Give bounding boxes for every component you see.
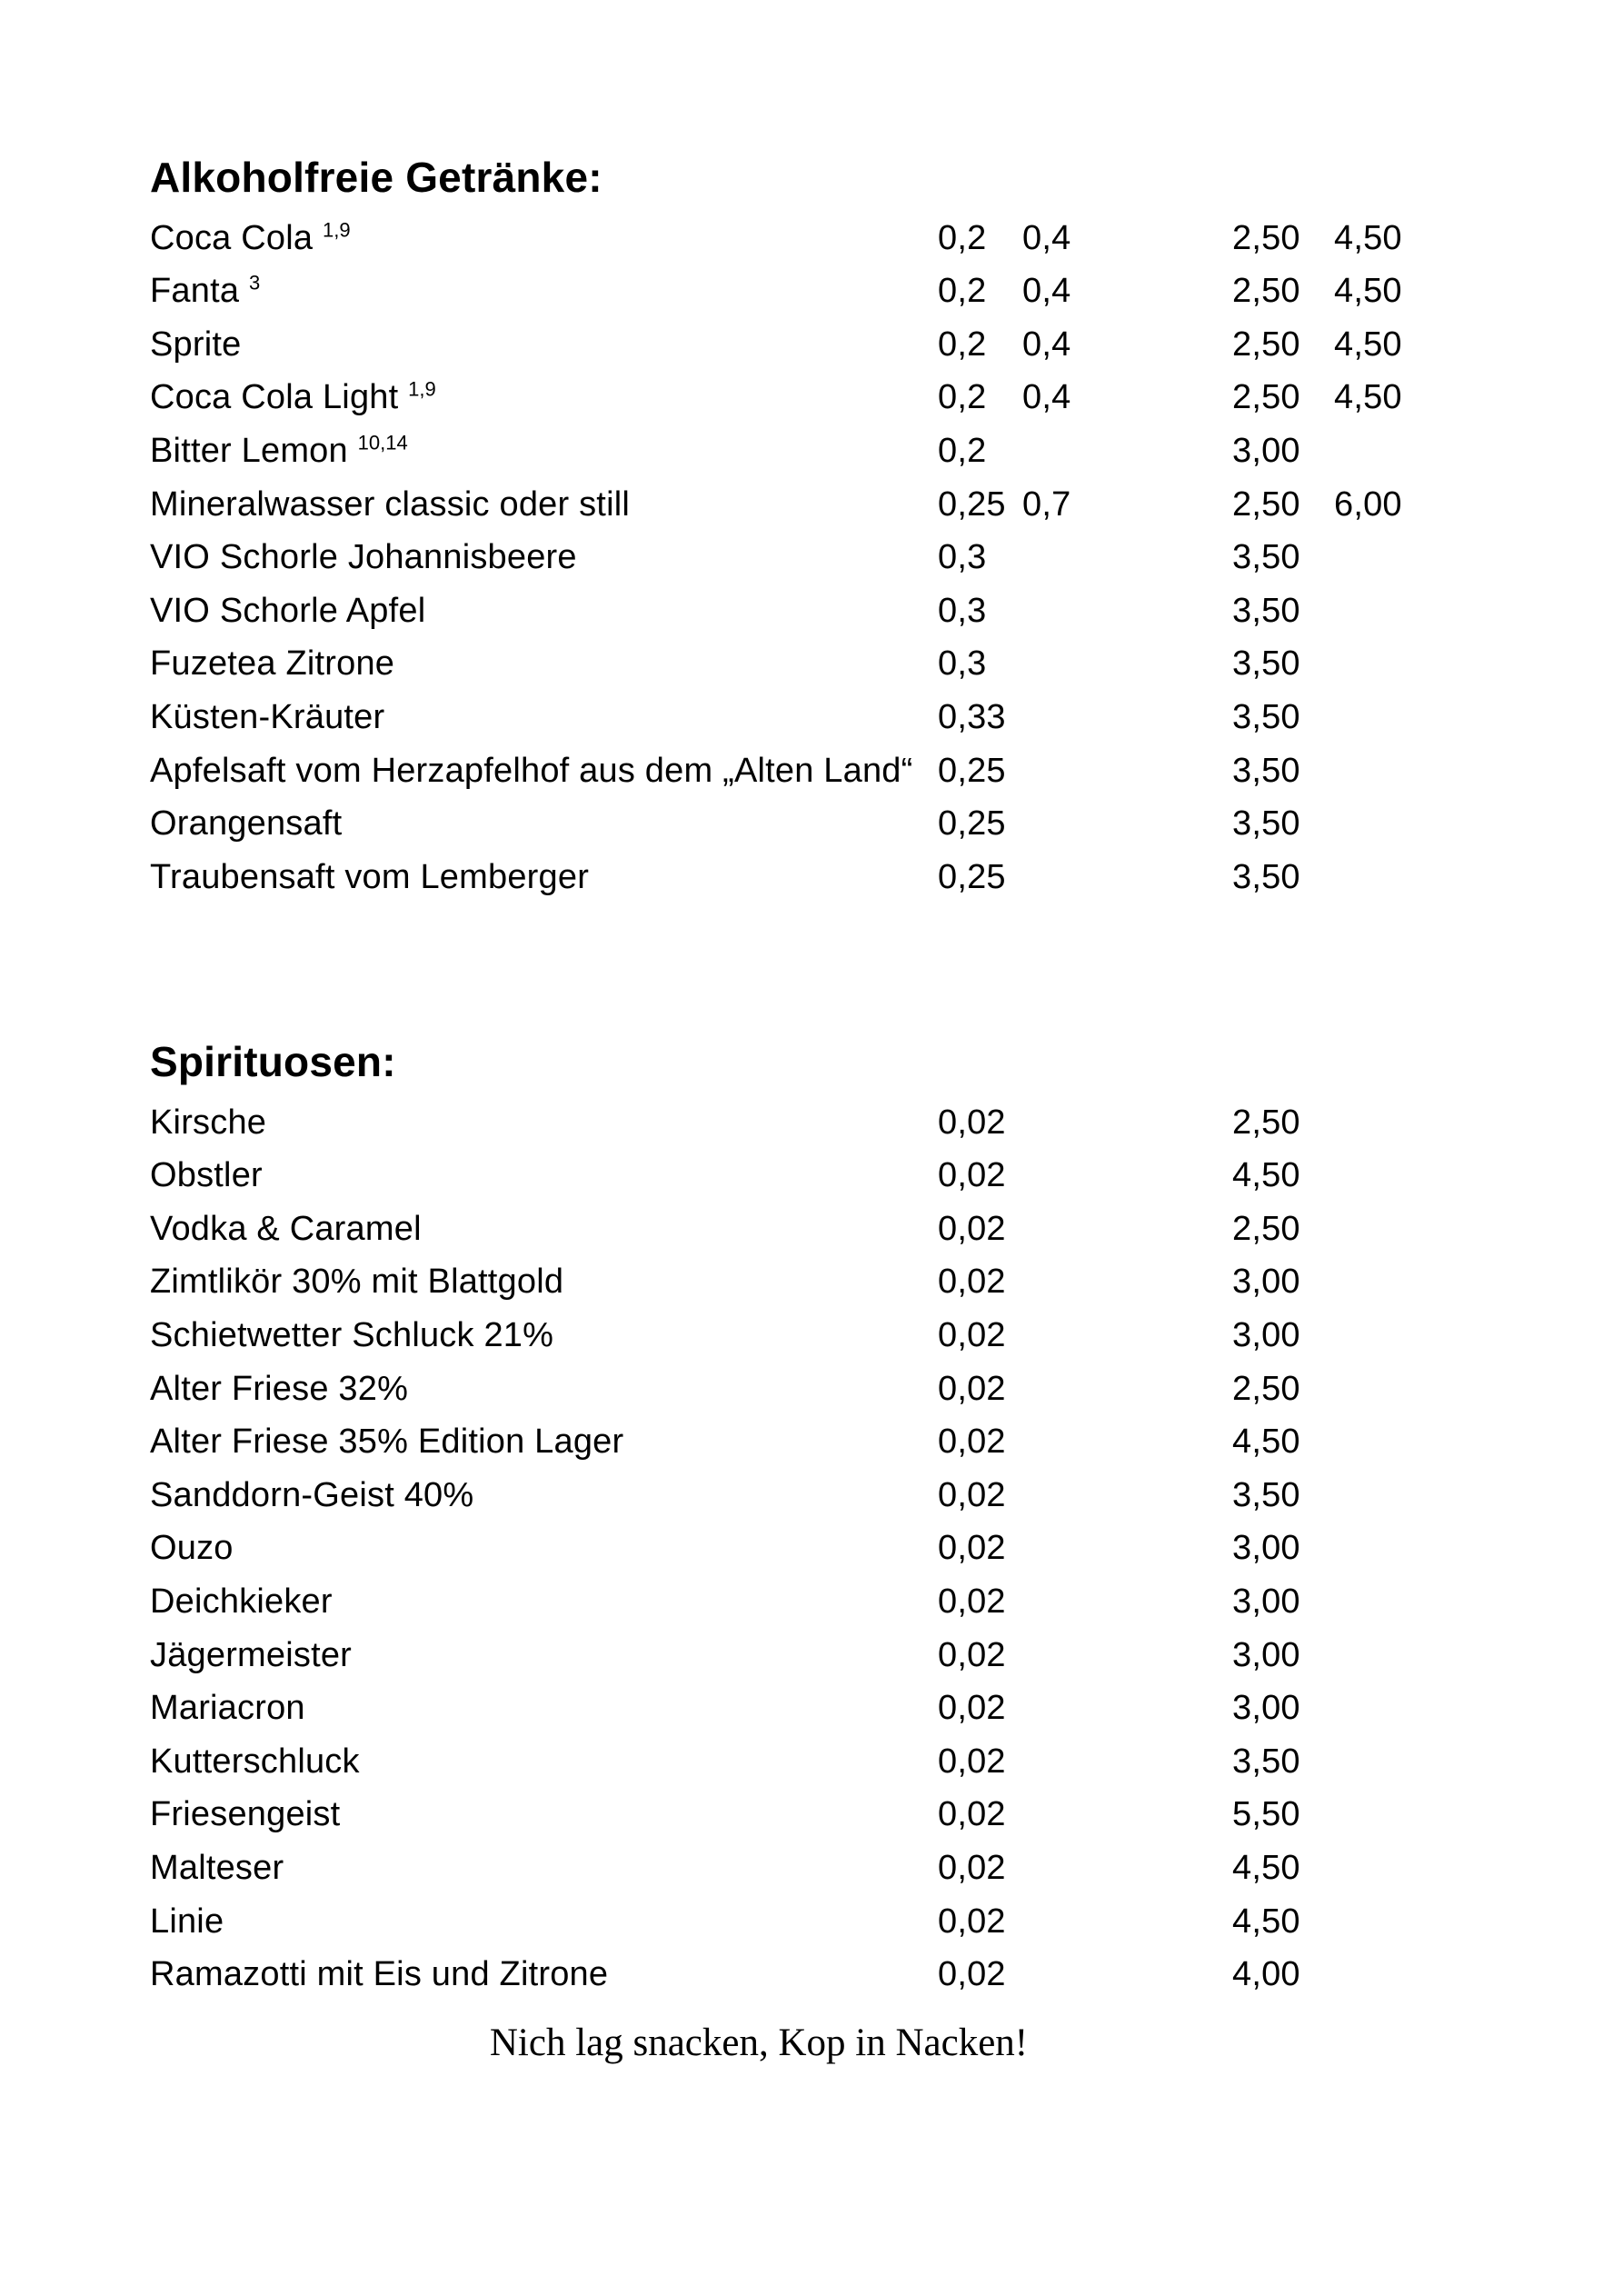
- item-volume-2: [1022, 1469, 1232, 1522]
- item-name: Ouzo: [150, 1529, 234, 1568]
- item-name: Kirsche: [150, 1103, 267, 1142]
- menu-rows: [150, 212, 1568, 904]
- item-name: VIO Schorle Johannisbeere: [150, 538, 577, 577]
- item-price-1: 3,50: [1232, 697, 1300, 736]
- item-price-2: 4,50: [1334, 272, 1402, 311]
- item-price-1: 2,50: [1232, 218, 1300, 257]
- section-title: Alkoholfreie Getränke:: [150, 154, 602, 201]
- item-volume-1: 0,02: [938, 1315, 1006, 1354]
- item-price-1: 4,50: [1232, 1848, 1300, 1887]
- item-price-2: [1334, 424, 1568, 478]
- item-price-1: 3,50: [1232, 1475, 1300, 1514]
- item-name: Malteser: [150, 1848, 284, 1887]
- item-volume-2: [1022, 797, 1232, 851]
- item-volume-2: [1022, 531, 1232, 584]
- item-name: VIO Schorle Apfel: [150, 591, 426, 630]
- item-name: Ramazotti mit Eis und Zitrone: [150, 1955, 609, 1994]
- item-name: Friesengeist: [150, 1795, 341, 1834]
- item-volume-2: [1022, 584, 1232, 638]
- item-volume-2: [1022, 1895, 1232, 1949]
- item-volume-2: [1022, 1203, 1232, 1256]
- item-footnote-marker: 1,9: [408, 377, 436, 401]
- menu-item-row: [150, 371, 1568, 424]
- item-name: Fanta $^3$: [150, 271, 261, 311]
- item-price-2: 6,00: [1334, 484, 1402, 524]
- item-volume-1: 0,3: [938, 538, 987, 577]
- item-volume-1: 0,3: [938, 591, 987, 630]
- item-price-1: 4,50: [1232, 1156, 1300, 1195]
- menu-item-row: [150, 1522, 1568, 1575]
- item-price-1: 2,50: [1232, 1369, 1300, 1408]
- item-footnote-marker: 1,9: [323, 217, 351, 241]
- item-price-2: [1334, 1575, 1568, 1629]
- item-price-2: 4,50: [1334, 378, 1402, 417]
- item-price-1: 2,50: [1232, 1209, 1300, 1248]
- item-price-2: [1334, 744, 1568, 798]
- item-volume-2: [1022, 1309, 1232, 1363]
- item-volume-1: 0,02: [938, 1848, 1006, 1887]
- menu-item-row: [150, 212, 1568, 265]
- item-volume-2: 0,4: [1022, 324, 1071, 364]
- item-price-1: 5,50: [1232, 1795, 1300, 1834]
- menu-item-row: [150, 424, 1568, 478]
- menu-item-row: [150, 1309, 1568, 1363]
- item-volume-1: 0,2: [938, 324, 987, 364]
- item-price-2: [1334, 1522, 1568, 1575]
- item-price-1: 3,00: [1232, 1263, 1300, 1302]
- item-volume-2: [1022, 1363, 1232, 1416]
- item-name: Mineralwasser classic oder still: [150, 484, 630, 524]
- item-name: Alter Friese 32%: [150, 1369, 409, 1408]
- item-volume-2: 0,4: [1022, 378, 1071, 417]
- menu-item-row: [150, 1149, 1568, 1203]
- item-volume-1: 0,02: [938, 1423, 1006, 1462]
- item-price-2: [1334, 1363, 1568, 1416]
- item-price-1: 3,50: [1232, 1742, 1300, 1781]
- item-name: Alter Friese 35% Edition Lager: [150, 1423, 624, 1462]
- item-volume-1: 0,02: [938, 1156, 1006, 1195]
- item-price-1: 3,00: [1232, 1529, 1300, 1568]
- item-volume-1: 0,02: [938, 1742, 1006, 1781]
- item-price-1: 4,00: [1232, 1955, 1300, 1994]
- menu-item-row: [150, 1842, 1568, 1895]
- item-price-1: 2,50: [1232, 272, 1300, 311]
- menu-item-row: [150, 1096, 1568, 1150]
- menu-item-row: [150, 1895, 1568, 1949]
- item-price-2: [1334, 1149, 1568, 1203]
- menu-item-row: [150, 691, 1568, 744]
- item-volume-2: [1022, 1735, 1232, 1789]
- item-name: Sprite: [150, 324, 242, 364]
- item-volume-1: 0,25: [938, 804, 1006, 844]
- menu-item-row: [150, 1948, 1568, 2002]
- footer-slogan: Nich lag snacken, Kop in Nacken!: [489, 2021, 1029, 2064]
- menu-item-row: [150, 637, 1568, 691]
- item-volume-1: 0,33: [938, 697, 1006, 736]
- item-footnote-marker: 10,14: [357, 431, 408, 454]
- item-price-1: 3,50: [1232, 804, 1300, 844]
- menu-item-row: [150, 1469, 1568, 1522]
- item-name: Traubensaft vom Lemberger: [150, 857, 590, 896]
- item-price-2: [1334, 1735, 1568, 1789]
- item-volume-1: 0,02: [938, 1955, 1006, 1994]
- item-volume-1: 0,2: [938, 272, 987, 311]
- item-price-2: [1334, 1948, 1568, 2002]
- item-name: Bitter Lemon $^{10,14}$: [150, 431, 408, 470]
- section-title: Spirituosen:: [150, 1038, 396, 1085]
- item-volume-2: [1022, 1255, 1232, 1309]
- item-name: Coca Cola Light $^{1,9}$: [150, 377, 436, 417]
- item-price-2: [1334, 1629, 1568, 1682]
- item-price-2: [1334, 1309, 1568, 1363]
- item-name: Apfelsaft vom Herzapfelhof aus dem „Alten Land“: [150, 751, 913, 790]
- item-volume-1: 0,02: [938, 1582, 1006, 1621]
- item-volume-2: 0,4: [1022, 218, 1071, 257]
- item-volume-1: 0,2: [938, 431, 987, 470]
- item-price-2: [1334, 1682, 1568, 1735]
- menu-item-row: [150, 1735, 1568, 1789]
- item-volume-1: 0,02: [938, 1529, 1006, 1568]
- menu-item-row: [150, 1682, 1568, 1735]
- item-price-1: 3,00: [1232, 1582, 1300, 1621]
- item-price-1: 3,50: [1232, 591, 1300, 630]
- item-price-2: [1334, 1255, 1568, 1309]
- item-price-2: [1334, 584, 1568, 638]
- item-name: Sanddorn-Geist 40%: [150, 1475, 474, 1514]
- menu-item-row: [150, 1255, 1568, 1309]
- item-volume-1: 0,02: [938, 1209, 1006, 1248]
- item-name: Zimtlikör 30% mit Blattgold: [150, 1263, 564, 1302]
- menu-item-row: [150, 851, 1568, 904]
- item-price-2: [1334, 1788, 1568, 1842]
- item-price-1: 3,00: [1232, 1315, 1300, 1354]
- item-price-2: 4,50: [1334, 218, 1402, 257]
- item-price-1: 3,50: [1232, 644, 1300, 684]
- item-price-1: 3,00: [1232, 1689, 1300, 1728]
- item-price-1: 2,50: [1232, 378, 1300, 417]
- menu-item-row: [150, 478, 1568, 532]
- item-price-1: 3,50: [1232, 751, 1300, 790]
- item-name: Kutterschluck: [150, 1742, 360, 1781]
- item-name: Linie: [150, 1902, 224, 1941]
- item-name: Fuzetea Zitrone: [150, 644, 395, 684]
- item-price-2: [1334, 1842, 1568, 1895]
- item-name: Obstler: [150, 1156, 263, 1195]
- item-name: Mariacron: [150, 1689, 305, 1728]
- item-volume-1: 0,02: [938, 1902, 1006, 1941]
- item-volume-2: [1022, 1629, 1232, 1682]
- item-volume-2: [1022, 1575, 1232, 1629]
- item-price-1: 2,50: [1232, 324, 1300, 364]
- menu-item-row: [150, 1415, 1568, 1469]
- item-name: Vodka & Caramel: [150, 1209, 422, 1248]
- item-volume-1: 0,02: [938, 1795, 1006, 1834]
- item-volume-2: 0,4: [1022, 272, 1071, 311]
- menu-item-row: [150, 265, 1568, 318]
- menu-item-row: [150, 531, 1568, 584]
- item-volume-2: [1022, 1842, 1232, 1895]
- item-volume-1: 0,25: [938, 484, 1006, 524]
- item-volume-2: [1022, 1948, 1232, 2002]
- item-volume-1: 0,3: [938, 644, 987, 684]
- item-name: Orangensaft: [150, 804, 343, 844]
- item-price-1: 4,50: [1232, 1423, 1300, 1462]
- item-volume-2: [1022, 1788, 1232, 1842]
- item-volume-1: 0,02: [938, 1689, 1006, 1728]
- item-price-2: [1334, 1096, 1568, 1150]
- item-volume-2: [1022, 1682, 1232, 1735]
- menu-item-row: [150, 584, 1568, 638]
- item-volume-1: 0,25: [938, 857, 1006, 896]
- menu-item-row: [150, 318, 1568, 372]
- item-name: Deichkieker: [150, 1582, 333, 1621]
- item-price-2: 4,50: [1334, 324, 1402, 364]
- item-volume-1: 0,02: [938, 1369, 1006, 1408]
- item-price-1: 4,50: [1232, 1902, 1300, 1941]
- menu-item-row: [150, 1575, 1568, 1629]
- item-price-1: 3,50: [1232, 538, 1300, 577]
- item-volume-2: [1022, 1522, 1232, 1575]
- item-price-2: [1334, 691, 1568, 744]
- item-volume-1: 0,02: [938, 1635, 1006, 1674]
- item-price-1: 3,00: [1232, 431, 1300, 470]
- item-name: Coca Cola $^{1,9}$: [150, 217, 351, 257]
- item-price-2: [1334, 1895, 1568, 1949]
- item-price-1: 2,50: [1232, 484, 1300, 524]
- item-price-2: [1334, 1469, 1568, 1522]
- item-price-1: 2,50: [1232, 1103, 1300, 1142]
- item-volume-2: [1022, 744, 1232, 798]
- item-volume-2: [1022, 1096, 1232, 1150]
- item-volume-2: 0,7: [1022, 484, 1071, 524]
- menu-item-row: [150, 797, 1568, 851]
- item-price-2: [1334, 797, 1568, 851]
- item-volume-2: [1022, 424, 1232, 478]
- item-price-2: [1334, 1415, 1568, 1469]
- menu-item-row: [150, 1203, 1568, 1256]
- item-footnote-marker: 3: [248, 271, 261, 294]
- item-price-2: [1334, 637, 1568, 691]
- menu-rows: [150, 1096, 1568, 2002]
- item-price-2: [1334, 531, 1568, 584]
- menu-item-row: [150, 1788, 1568, 1842]
- item-volume-2: [1022, 691, 1232, 744]
- menu-section: [150, 151, 1568, 903]
- item-volume-2: [1022, 637, 1232, 691]
- item-volume-2: [1022, 851, 1232, 904]
- item-volume-1: 0,2: [938, 218, 987, 257]
- item-volume-2: [1022, 1415, 1232, 1469]
- menu-item-row: [150, 1363, 1568, 1416]
- menu-section: [150, 1035, 1568, 2002]
- item-price-2: [1334, 1203, 1568, 1256]
- item-volume-1: 0,2: [938, 378, 987, 417]
- item-volume-1: 0,02: [938, 1103, 1006, 1142]
- menu-item-row: [150, 744, 1568, 798]
- menu-item-row: [150, 1629, 1568, 1682]
- item-name: Schietwetter Schluck 21%: [150, 1315, 554, 1354]
- item-name: Jägermeister: [150, 1635, 353, 1674]
- item-volume-1: 0,25: [938, 751, 1006, 790]
- item-price-1: 3,00: [1232, 1635, 1300, 1674]
- item-price-2: [1334, 851, 1568, 904]
- item-volume-2: [1022, 1149, 1232, 1203]
- item-volume-1: 0,02: [938, 1263, 1006, 1302]
- item-name: Küsten-Kräuter: [150, 697, 385, 736]
- item-volume-1: 0,02: [938, 1475, 1006, 1514]
- item-price-1: 3,50: [1232, 857, 1300, 896]
